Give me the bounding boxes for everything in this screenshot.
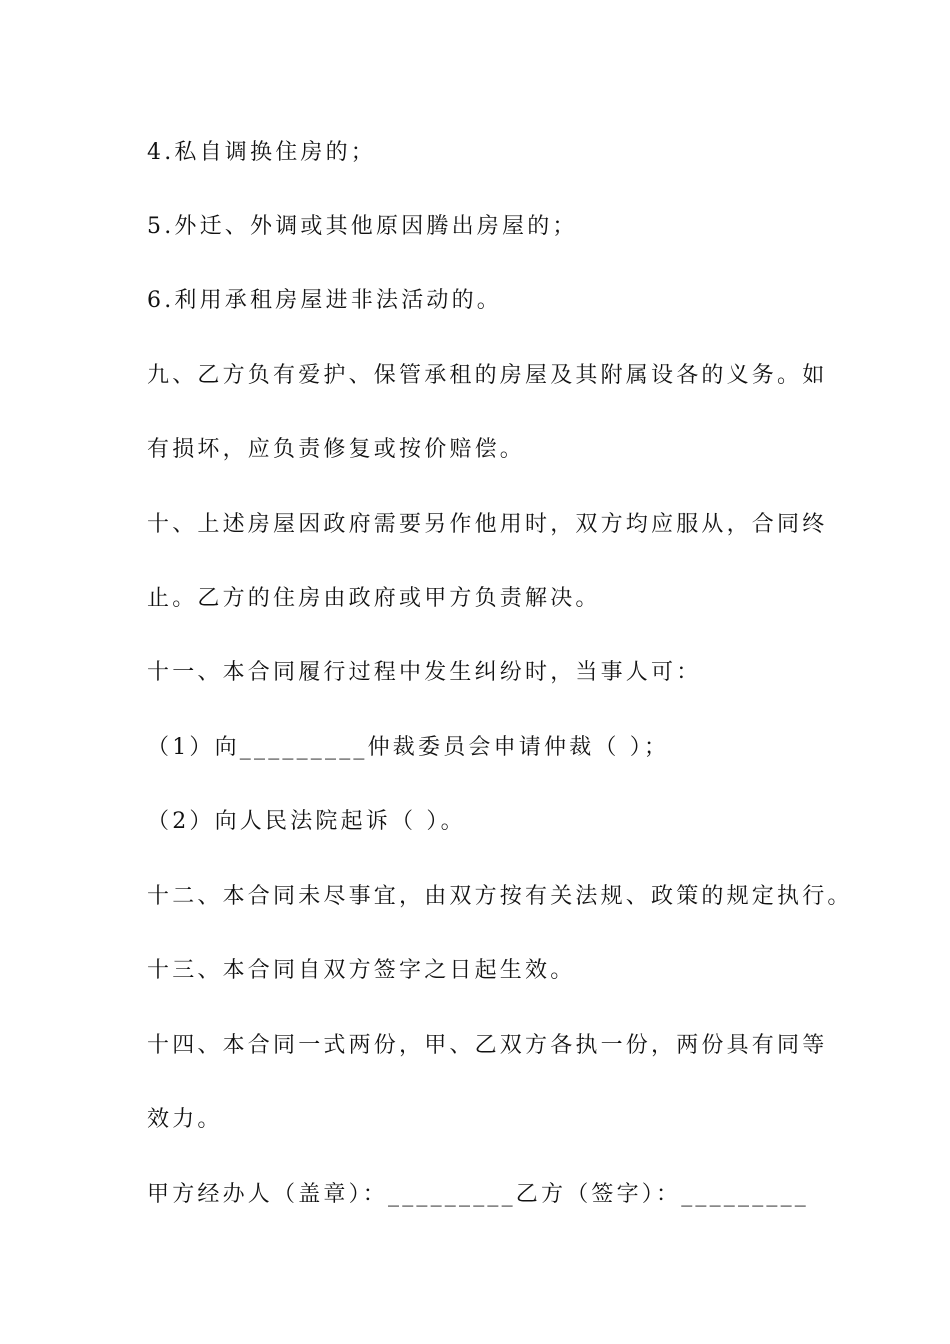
clause-13: 十三、本合同自双方签字之日起生效。 bbox=[147, 958, 576, 983]
clause-10-line-2: 止。乙方的住房由政府或甲方负责解决。 bbox=[147, 586, 601, 611]
clause-12: 十二、本合同未尽事宜，由双方按有关法规、政策的规定执行。 bbox=[147, 884, 853, 909]
clause-11-option-1: （1）向_________仲裁委员会申请仲裁（ ）； bbox=[147, 735, 670, 760]
clause-item-4: 4.私自调换住房的； bbox=[147, 140, 376, 165]
signature-line: 甲方经办人（盖章）：_________乙方（签字）：_________ bbox=[147, 1182, 810, 1207]
clause-14-line-2: 效力。 bbox=[147, 1107, 223, 1132]
clause-9-line-1: 九、乙方负有爱护、保管承租的房屋及其附属设各的义务。如 bbox=[147, 363, 828, 388]
clause-14-line-1: 十四、本合同一式两份，甲、乙双方各执一份，两份具有同等 bbox=[147, 1033, 828, 1058]
clause-9-line-2: 有损坏，应负责修复或按价赔偿。 bbox=[147, 437, 526, 462]
clause-11-option-2: （2）向人民法院起诉（ ）。 bbox=[147, 809, 466, 834]
clause-item-5: 5.外迁、外调或其他原因腾出房屋的； bbox=[147, 214, 578, 239]
clause-11: 十一、本合同履行过程中发生纠纷时，当事人可： bbox=[147, 660, 702, 685]
clause-item-6: 6.利用承租房屋进非法活动的。 bbox=[147, 288, 502, 313]
clause-10-line-1: 十、上述房屋因政府需要另作他用时，双方均应服从，合同终 bbox=[147, 512, 828, 537]
